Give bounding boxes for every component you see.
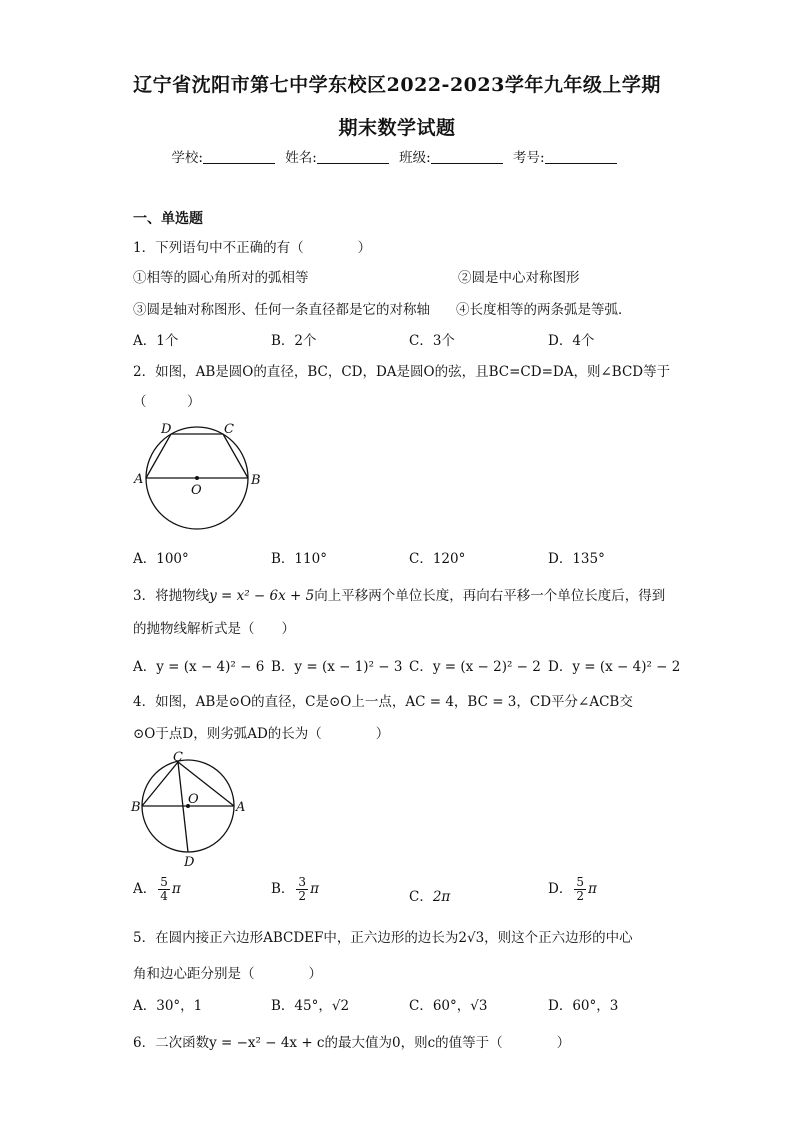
q4-b-fraction: $\frac{3}{2}$: [298, 875, 307, 903]
q3-option-a[interactable]: A．y = (x − 4)² − 6: [133, 659, 265, 675]
q3-option-c[interactable]: C．y = (x − 2)² − 2: [409, 659, 541, 675]
q6-stem: 6．二次函数y = −x² − 4x + c的最大值为0，则c的值等于（ ）: [133, 1035, 571, 1051]
q1-option-a[interactable]: A．1个: [133, 333, 179, 349]
q4-option-c[interactable]: C．2π: [409, 889, 451, 905]
q2-center-point: [195, 476, 199, 480]
info-school-label: 学校:: [171, 150, 203, 166]
q4-label-d: D: [184, 855, 195, 870]
q4-option-a[interactable]: A． $\frac{5}{4}$ π: [133, 875, 181, 903]
q2-label-a: A: [134, 472, 144, 487]
q5-option-d[interactable]: D．60°，3: [548, 998, 619, 1014]
info-class-label: 班级:: [399, 150, 431, 166]
q5-option-b[interactable]: B．45°，√2: [271, 998, 350, 1014]
q3-stem-end: 向上平移两个单位长度，再向右平移一个单位长度后，得到: [314, 588, 666, 604]
q5-option-c[interactable]: C．60°，√3: [409, 998, 488, 1014]
q4-stem: 4．如图，AB是⊙O的直径，C是⊙O上一点，AC = 4，BC = 3，CD平分∠ACB交: [133, 694, 633, 710]
q4-label-c: C: [173, 750, 183, 765]
q4-d-fraction: $\frac{5}{2}$: [576, 875, 584, 903]
exam-title-line1: 辽宁省沈阳市第七中学东校区2022-2023学年九年级上学期: [133, 74, 661, 96]
class-blank[interactable]: [431, 149, 503, 164]
info-number-label: 考号:: [513, 150, 545, 166]
q1-option-c[interactable]: C．3个: [409, 333, 455, 349]
q4-option-d[interactable]: D． $\frac{5}{2}$ π: [548, 875, 597, 903]
q3-option-d[interactable]: D．y = (x − 4)² − 2: [548, 659, 681, 675]
q2-option-c[interactable]: C．120°: [409, 551, 466, 567]
q2-option-d[interactable]: D．135°: [548, 551, 605, 567]
q5-stem-line2: 角和边心距分别是（ ）: [133, 966, 322, 982]
exam-title-line2: 期末数学试题: [338, 117, 456, 139]
q1-statement-1: ①相等的圆心角所对的弧相等: [133, 270, 309, 286]
q4-label-o: O: [188, 792, 199, 807]
q2-circle-figure: [128, 418, 268, 540]
q3-stem: [133, 584, 665, 604]
q2-option-a[interactable]: A．100°: [133, 551, 189, 567]
q3-option-b[interactable]: B．y = (x − 1)² − 3: [271, 659, 403, 675]
q2-label-c: C: [224, 422, 234, 437]
q1-statement-4: ④长度相等的两条弧是等弧．: [456, 302, 632, 318]
q1-statement-3: ③圆是轴对称图形、任何一条直径都是它的对称轴: [133, 302, 430, 318]
q2-label-o: O: [191, 483, 202, 498]
q2-stem-paren: （ ）: [133, 394, 201, 410]
number-blank[interactable]: [545, 149, 617, 164]
q1-stem: 1．下列语句中不正确的有（ ）: [133, 240, 372, 256]
student-info-row: [0, 146, 794, 166]
school-blank[interactable]: [203, 149, 275, 164]
section-heading: 一、单选题: [133, 211, 203, 227]
q2-chords: [146, 434, 248, 478]
q4-a-fraction: $\frac{5}{4}$: [160, 875, 168, 903]
q4-label-a: A: [236, 800, 246, 815]
q4-option-b[interactable]: B． $\frac{3}{2}$ π: [271, 875, 319, 903]
name-blank[interactable]: [317, 149, 389, 164]
q5-stem: 5．在圆内接正六边形ABCDEF中，正六边形的边长为2√3，则这个正六边形的中心: [133, 930, 633, 946]
q2-stem: 2．如图，AB是圆O的直径，BC，CD，DA是圆O的弦，且BC=CD=DA，则∠BCD等于: [133, 364, 671, 380]
q4-stem-line2: ⊙O于点D，则劣弧AD的长为（ ）: [133, 726, 390, 742]
q2-option-b[interactable]: B．110°: [271, 551, 327, 567]
q4-circle-figure: [128, 748, 258, 870]
q2-label-b: B: [251, 473, 261, 488]
q3-formula: y = x² − 6x + 5: [209, 588, 315, 604]
info-name-label: 姓名:: [285, 150, 317, 166]
q1-option-b[interactable]: B．2个: [271, 333, 317, 349]
q3-stem-start: 3．将抛物线: [133, 588, 210, 604]
q1-statement-2: ②圆是中心对称图形: [458, 270, 580, 286]
q4-label-b: B: [131, 800, 141, 815]
q2-label-d: D: [161, 422, 172, 437]
q1-option-d[interactable]: D．4个: [548, 333, 595, 349]
q5-option-a[interactable]: A．30°，1: [133, 998, 203, 1014]
q3-stem-line2: 的抛物线解析式是（ ）: [133, 621, 295, 637]
